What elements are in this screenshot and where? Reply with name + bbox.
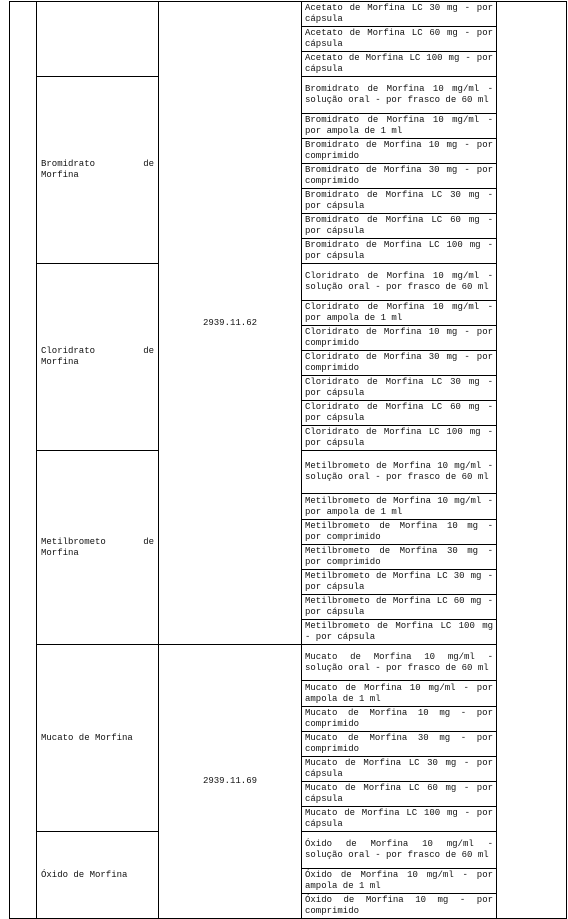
blank-left-column (10, 2, 37, 919)
presentation-description: Cloridrato de Morfina LC 60 mg - por cápsula (302, 401, 497, 426)
presentation-description: Acetato de Morfina LC 60 mg - por cápsula (302, 27, 497, 52)
presentation-description: Bromidrato de Morfina LC 30 mg - por cápsula (302, 189, 497, 214)
table-body (10, 2, 567, 919)
presentation-description: Bromidrato de Morfina 10 mg/ml - por ampola de 1 ml (302, 114, 497, 139)
presentation-description: Bromidrato de Morfina 10 mg - por comprimido (302, 139, 497, 164)
presentation-description: Metilbrometo de Morfina 10 mg - por comprimido (302, 520, 497, 545)
ncm-code: 2939.11.62 (159, 2, 302, 645)
presentation-description: Metilbrometo de Morfina LC 100 mg - por cápsula (302, 620, 497, 645)
presentation-description: Mucato de Morfina LC 30 mg - por cápsula (302, 757, 497, 782)
presentation-description: Acetato de Morfina LC 100 mg - por cápsula (302, 52, 497, 77)
presentation-description: Óxido de Morfina 10 mg/ml - solução oral - por frasco de 60 ml (302, 832, 497, 869)
presentation-description: Cloridrato de Morfina 10 mg - por comprimido (302, 326, 497, 351)
presentation-description: Metilbrometo de Morfina 30 mg - por comprimido (302, 545, 497, 570)
presentation-description: Bromidrato de Morfina 10 mg/ml - solução oral - por frasco de 60 ml (302, 77, 497, 114)
presentation-description: Metilbrometo de Morfina 10 mg/ml - por ampola de 1 ml (302, 494, 497, 520)
presentation-description: Acetato de Morfina LC 30 mg - por cápsula (302, 2, 497, 27)
presentation-description: Cloridrato de Morfina LC 30 mg - por cápsula (302, 376, 497, 401)
substance-table (9, 1, 567, 919)
substance-name: Bromidrato de Morfina (37, 77, 159, 264)
presentation-description: Metilbrometo de Morfina 10 mg/ml - solução oral - por frasco de 60 ml (302, 451, 497, 494)
blank-right-column (497, 2, 567, 919)
substance-name (37, 2, 159, 77)
presentation-description: Mucato de Morfina 30 mg - por comprimido (302, 732, 497, 757)
substance-name: Mucato de Morfina (37, 645, 159, 832)
presentation-description: Cloridrato de Morfina LC 100 mg - por cápsula (302, 426, 497, 451)
substance-name: Metilbrometo de Morfina (37, 451, 159, 645)
presentation-description: Bromidrato de Morfina LC 60 mg - por cápsula (302, 214, 497, 239)
presentation-description: Óxido de Morfina 10 mg/ml - por ampola de 1 ml (302, 869, 497, 894)
presentation-description: Metilbrometo de Morfina LC 30 mg - por cápsula (302, 570, 497, 595)
presentation-description: Mucato de Morfina 10 mg/ml - solução oral - por frasco de 60 ml (302, 645, 497, 681)
presentation-description: Cloridrato de Morfina 10 mg/ml - por ampola de 1 ml (302, 301, 497, 326)
substance-name: Óxido de Morfina (37, 832, 159, 919)
presentation-description: Mucato de Morfina LC 100 mg - por cápsula (302, 807, 497, 832)
ncm-code: 2939.11.69 (159, 645, 302, 919)
presentation-description: Óxido de Morfina 10 mg - por comprimido (302, 894, 497, 919)
presentation-description: Mucato de Morfina 10 mg - por comprimido (302, 707, 497, 732)
presentation-description: Mucato de Morfina 10 mg/ml - por ampola de 1 ml (302, 681, 497, 707)
document-page (9, 1, 566, 916)
presentation-description: Bromidrato de Morfina 30 mg - por comprimido (302, 164, 497, 189)
table-row (10, 2, 567, 27)
presentation-description: Cloridrato de Morfina 30 mg - por comprimido (302, 351, 497, 376)
substance-name: Cloridrato de Morfina (37, 264, 159, 451)
table-row (10, 645, 567, 681)
presentation-description: Metilbrometo de Morfina LC 60 mg - por cápsula (302, 595, 497, 620)
presentation-description: Cloridrato de Morfina 10 mg/ml - solução oral - por frasco de 60 ml (302, 264, 497, 301)
presentation-description: Bromidrato de Morfina LC 100 mg - por cápsula (302, 239, 497, 264)
presentation-description: Mucato de Morfina LC 60 mg - por cápsula (302, 782, 497, 807)
